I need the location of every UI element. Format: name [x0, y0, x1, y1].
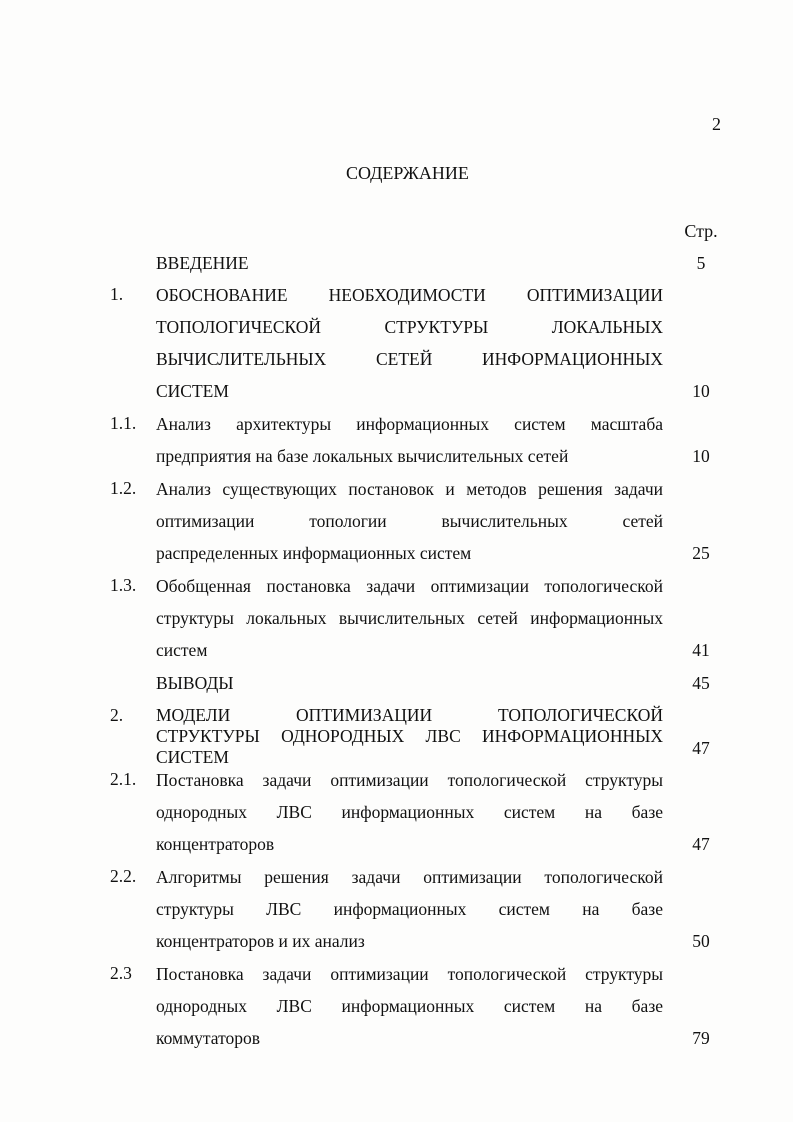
toc-entry-number: 2. [110, 705, 124, 725]
toc-entry-number: 2.3 [110, 963, 132, 983]
toc-entry-text [156, 413, 663, 477]
toc-entry-line: СИСТЕМ [156, 381, 229, 401]
toc-entry-line: систем [156, 640, 208, 660]
toc-entry-text [156, 284, 663, 412]
toc-entry-number: 1.2. [110, 478, 137, 498]
toc-entry-line: оптимизации топологии вычислительных сетей [156, 511, 663, 531]
toc-entry-text [156, 252, 663, 284]
toc-entry-number: 2.1. [110, 769, 137, 789]
page-number: 2 [712, 114, 721, 134]
toc-entry-page: 10 [692, 446, 710, 466]
toc-entry-page: 5 [696, 253, 706, 273]
toc-entry-line: однородных ЛВС информационных систем на базе [156, 996, 663, 1016]
toc-entry-page: 25 [692, 543, 710, 563]
toc-entry-page: 45 [692, 673, 710, 693]
toc-entry-line: ВЫВОДЫ [156, 673, 234, 693]
toc-entry-line: структуры локальных вычислительных сетей информационных [156, 608, 663, 628]
toc-entry-page: 50 [692, 931, 710, 951]
page-column-header: Стр. [684, 221, 718, 241]
toc-entry-text [156, 963, 663, 1059]
toc-entry-line: ВЫЧИСЛИТЕЛЬНЫХ СЕТЕЙ ИНФОРМАЦИОННЫХ [156, 349, 663, 369]
toc-entry-line: Обобщенная постановка задачи оптимизации топологической [156, 576, 663, 596]
toc-entry-line: распределенных информационных систем [156, 543, 472, 563]
toc-entry-line: Постановка задачи оптимизации топологической структуры [156, 770, 663, 790]
toc-entry-number: 1. [110, 284, 124, 304]
toc-entry-page: 47 [692, 834, 710, 854]
toc-entry-line: Анализ архитектуры информационных систем масштаба [156, 414, 663, 434]
toc-entry-page: 79 [692, 1028, 710, 1048]
toc-entry-line: однородных ЛВС информационных систем на базе [156, 802, 663, 822]
toc-entry-number: 1.1. [110, 413, 137, 433]
toc-entry-line: ОБОСНОВАНИЕ НЕОБХОДИМОСТИ ОПТИМИЗАЦИИ [156, 285, 663, 305]
toc-entry-line: концентраторов [156, 834, 275, 854]
toc-title: СОДЕРЖАНИЕ [346, 163, 469, 183]
toc-entry-line: структуры ЛВС информационных систем на базе [156, 899, 663, 919]
toc-entry-text [156, 705, 663, 768]
toc-entry-page: 47 [692, 738, 710, 758]
toc-entry-text [156, 769, 663, 865]
toc-entry-number: 1.3. [110, 575, 137, 595]
toc-entry-text [156, 478, 663, 574]
toc-entry-line: СИСТЕМ [156, 747, 229, 767]
toc-entry-line: Анализ существующих постановок и методов решения задачи [156, 479, 663, 499]
toc-entry-line: ТОПОЛОГИЧЕСКОЙ СТРУКТУРЫ ЛОКАЛЬНЫХ [156, 317, 663, 337]
toc-entry-number: 2.2. [110, 866, 137, 886]
toc-entry-line: Алгоритмы решения задачи оптимизации топологической [156, 867, 663, 887]
toc-entry-line: предприятия на базе локальных вычислительных сетей [156, 446, 569, 466]
toc-entry-line: СТРУКТУРЫ ОДНОРОДНЫХ ЛВС ИНФОРМАЦИОННЫХ [156, 726, 663, 746]
toc-entry-text [156, 575, 663, 671]
toc-entry-text [156, 672, 663, 704]
toc-entry-page: 10 [692, 381, 710, 401]
toc-entry-text [156, 866, 663, 962]
toc-entry-page: 41 [692, 640, 710, 660]
toc-entry-line: ВВЕДЕНИЕ [156, 253, 249, 273]
toc-entry-line: Постановка задачи оптимизации топологической структуры [156, 964, 663, 984]
toc-entry-line: концентраторов и их анализ [156, 931, 365, 951]
toc-entry-line: МОДЕЛИ ОПТИМИЗАЦИИ ТОПОЛОГИЧЕСКОЙ [156, 705, 663, 725]
toc-entry-line: коммутаторов [156, 1028, 261, 1048]
